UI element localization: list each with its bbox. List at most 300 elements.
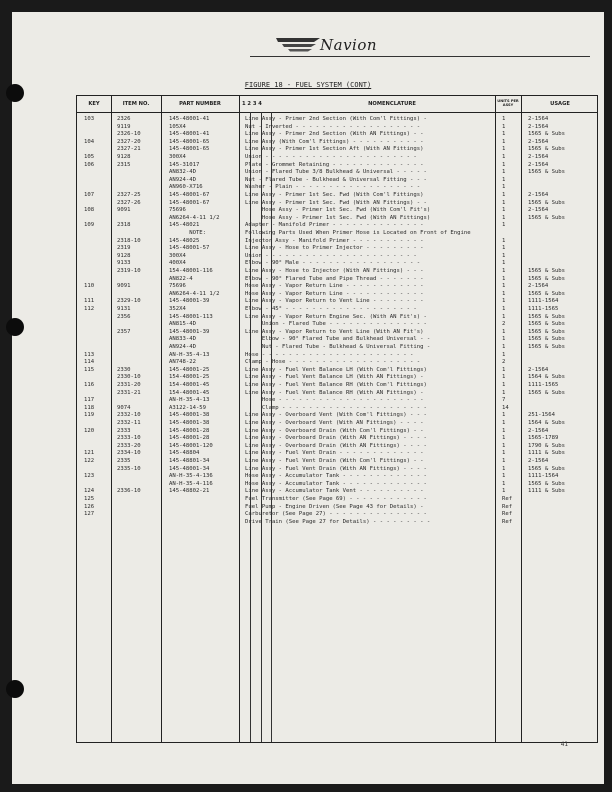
table-row: [77, 276, 597, 284]
row-usage: 1111-1565: [528, 306, 559, 312]
page-number: 41: [560, 741, 568, 748]
row-part-number: AN924-4D: [169, 344, 196, 350]
row-item-no: 9074: [117, 404, 131, 411]
row-usage: 2-1564: [528, 283, 549, 290]
row-nomenclature: Line Assy - Vapor Return to Vent Line (With AN Fit's): [245, 328, 424, 335]
row-units: 2: [502, 321, 506, 328]
header-divider: [77, 112, 597, 113]
row-usage: 1565 & Subs: [528, 275, 566, 282]
table-row: [77, 162, 597, 170]
table-row: [77, 511, 597, 519]
row-nomenclature: Union - - - - - - - - - - - - - - - - - - - - - - -: [245, 154, 417, 160]
row-part-number: 145-48001-65: [169, 146, 210, 153]
row-part-number: AN822-4: [169, 275, 193, 282]
row-item-no: 2326-10: [117, 131, 141, 138]
table-row: [77, 481, 597, 489]
row-key: 111: [84, 298, 95, 305]
row-part-number: 154-48001-45: [169, 382, 210, 388]
row-key: 110: [84, 283, 95, 290]
row-units: 1: [502, 313, 506, 320]
row-usage: 1790 & Subs: [528, 442, 566, 449]
row-nomenclature: Line Assy - Vapor Return to Vent Line - - - - - - - -: [245, 298, 424, 305]
table-row: [77, 329, 597, 337]
row-item-no: 9091: [117, 283, 131, 290]
row-units: 1: [502, 123, 506, 130]
row-part-number: 145-48802-21: [169, 488, 210, 495]
row-nomenclature: Line Assy (With Com'l Fittings) - - - - - - - - - - -: [245, 138, 424, 145]
row-part-number: AN-H-35-4-13: [169, 351, 210, 358]
row-part-number: 145-48801-34: [169, 458, 210, 464]
row-part-number: 145-48001-25: [169, 366, 210, 373]
row-item-no: 2336-10: [117, 488, 141, 495]
row-nomenclature: Line Assy - Hose to Primer Injector - - - - - - - - -: [245, 245, 424, 252]
row-item-no: 2329-10: [117, 298, 141, 305]
row-item-no: 2327-25: [117, 192, 141, 198]
row-nomenclature: Union - - - - - - - - - - - - - - - - - - - - - - -: [245, 252, 417, 259]
row-part-number: 154-48001-25: [169, 374, 210, 381]
col-key-header: KEY: [88, 101, 100, 107]
row-units: 1: [502, 420, 506, 426]
table-row: [77, 382, 597, 390]
row-units: 1: [502, 389, 506, 396]
row-nomenclature: Line Assy - Primer 2nd Section (With AN Fittings) - -: [245, 131, 424, 138]
row-nomenclature: Line Assy - Primer 1st Section Aft (With AN Fittings): [245, 146, 424, 153]
row-units: 1: [502, 427, 506, 434]
table-row: [77, 200, 597, 208]
row-units: 1: [502, 283, 506, 290]
row-usage: 1565 & Subs: [528, 465, 566, 472]
col-usage-header: USAGE: [550, 101, 570, 107]
row-nomenclature: Line Assy - Fuel Vent Drain - - - - - - - - - - - - -: [245, 450, 424, 457]
row-usage: 2-1564: [528, 192, 549, 198]
row-part-number: 145-48021: [169, 222, 200, 229]
row-key: 104: [84, 138, 95, 145]
row-units: 1: [502, 252, 506, 259]
row-nomenclature: Line Assy - Fuel Vent Balance RH (With Com'l Fittings): [245, 382, 427, 388]
row-units: Ref: [502, 511, 513, 518]
row-item-no: 2335-10: [117, 465, 141, 472]
figure-title: FIGURE 18 - FUEL SYSTEM (CONT): [244, 81, 372, 89]
row-nomenclature: Elbow - 90° Flared Tube and Bulkhead Universal - -: [245, 336, 431, 343]
row-nomenclature: Plate - Grommet Retaining - - - - - - - - - - - - - -: [245, 161, 424, 168]
row-part-number: AN833-4D: [169, 336, 196, 343]
row-nomenclature: Drive Train (See Page 27 for Details) - - - - - - - - -: [245, 518, 431, 525]
table-row: [77, 504, 597, 512]
table-row: [77, 359, 597, 367]
row-key: 103: [84, 116, 95, 122]
row-part-number: 145-48001-65: [169, 138, 210, 145]
row-key: 107: [84, 192, 95, 198]
row-key: 126: [84, 503, 95, 510]
row-part-number: 352X4: [169, 306, 186, 312]
table-row: [77, 314, 597, 322]
row-nomenclature: Line Assy - Hose to Injector (With AN Fittings) - - -: [245, 268, 424, 274]
row-nomenclature: Line Assy - Overboard Drain (With AN Fittings) - - - -: [245, 442, 427, 449]
row-units: 1: [502, 237, 506, 244]
row-usage: 1565 & Subs: [528, 313, 566, 320]
row-nomenclature: Line Assy - Primer 1st Sec. Fwd (With AN Fittings) - -: [245, 199, 427, 206]
header-rule: [250, 56, 590, 57]
row-units: 1: [502, 458, 506, 464]
table-row: [77, 321, 597, 329]
table-row: [77, 466, 597, 474]
row-units: Ref: [502, 503, 513, 510]
row-item-no: 2327-20: [117, 138, 141, 145]
row-units: 1: [502, 138, 506, 145]
table-row: [77, 435, 597, 443]
row-usage: 2-1564: [528, 123, 549, 130]
row-nomenclature: Hose - - - - - - - - - - - - - - - - - - - - - -: [245, 397, 424, 404]
row-key: 115: [84, 366, 95, 373]
row-nomenclature: Following Parts Used When Primer Hose is Located on Front of Engine: [245, 230, 471, 236]
binder-hole: [6, 680, 24, 698]
table-row: [77, 131, 597, 139]
row-nomenclature: Line Assy - Primer 1st Sec. Fwd (With Com'l Fittings): [245, 192, 424, 198]
table-row: [77, 397, 597, 405]
row-part-number: 145-48001-41: [169, 131, 210, 138]
row-nomenclature: Hose Assy - Accumulator Tank - - - - - - - - - - - - -: [245, 480, 427, 487]
row-item-no: 2331-20: [117, 382, 141, 388]
row-nomenclature: Elbow - 90° Flared Tube and Pipe Thread - - - - - - -: [245, 275, 424, 282]
table-row: [77, 230, 597, 238]
row-usage: 1564 & Subs: [528, 374, 566, 381]
row-item-no: 2318-10: [117, 237, 141, 244]
row-nomenclature: Hose Assy - Accumulator Tank - - - - - - - - - - - - -: [245, 473, 427, 480]
row-units: 1: [502, 435, 506, 442]
row-nomenclature: Nut - Flared Tube - Bulkhead & Universal Fitting - - -: [245, 176, 427, 183]
row-part-number: AN-H-35-4-136: [169, 473, 213, 480]
row-usage: 1565 & Subs: [528, 480, 566, 487]
row-usage: 2-1564: [528, 458, 549, 464]
row-units: 1: [502, 465, 506, 472]
row-units: 1: [502, 207, 506, 214]
row-nomenclature: Elbow - 90° Male - - - - - - - - - - - - - - - - - -: [245, 260, 421, 267]
row-nomenclature: Union - Flared Tube - - - - - - - - - - - - - - -: [245, 321, 427, 328]
row-item-no: 2332-11: [117, 420, 141, 426]
row-item-no: 2319: [117, 245, 131, 252]
row-usage: 1565 & Subs: [528, 268, 566, 274]
row-key: 105: [84, 154, 95, 160]
row-item-no: 2333: [117, 427, 131, 434]
row-nomenclature: Line Assy - Fuel Vent Drain (With AN Fittings) - - - -: [245, 465, 427, 472]
table-row: [77, 420, 597, 428]
row-item-no: 2357: [117, 328, 131, 335]
row-item-no: 2327-26: [117, 199, 141, 206]
brand-logo-text: Navion: [320, 36, 378, 54]
table-row: [77, 177, 597, 185]
row-item-no: 2318: [117, 222, 131, 229]
row-item-no: 9128: [117, 154, 131, 160]
table-row: [77, 496, 597, 504]
table-row: [77, 192, 597, 200]
row-usage: 2-1564: [528, 427, 549, 434]
row-part-number: AN-H-35-4-13: [169, 397, 210, 404]
row-nomenclature: Line Assy - Overboard Drain (With Com'l Fittings) - -: [245, 427, 424, 434]
row-units: 14: [502, 404, 509, 411]
row-key: 124: [84, 488, 95, 495]
row-part-number: AN6264-4-11 1/2: [169, 214, 220, 221]
binder-hole: [6, 318, 24, 336]
row-key: 113: [84, 351, 95, 358]
col-item-header: ITEM NO.: [122, 101, 150, 107]
row-nomenclature: Clamp - Hose - - - - - - - - - - - - - - - - - - - -: [245, 359, 421, 366]
row-units: 1: [502, 328, 506, 335]
row-usage: 1565 & Subs: [528, 214, 566, 221]
row-part-number: 145-48001-41: [169, 116, 210, 122]
row-part-number: 145-31017: [169, 161, 200, 168]
row-item-no: 2334-10: [117, 450, 141, 457]
row-key: 122: [84, 458, 95, 464]
table-row: [77, 352, 597, 360]
table-row: [77, 116, 597, 124]
row-part-number: AN-H-35-4-116: [169, 480, 213, 487]
table-row: [77, 405, 597, 413]
table-row: [77, 450, 597, 458]
row-nomenclature: Adapter - Manifold Primer - - - - - - - - - - - - - -: [245, 222, 424, 229]
row-usage: 1565 & Subs: [528, 199, 566, 206]
row-nomenclature: Line Assy - Overboard Vent (With AN Fittings) - - - -: [245, 420, 424, 426]
row-part-number: A3122-14-59: [169, 404, 207, 411]
row-part-number: 300X4: [169, 154, 186, 160]
row-nomenclature: Clamp - - - - - - - - - - - - - - - - - - - - - -: [245, 404, 427, 411]
row-key: 121: [84, 450, 95, 457]
row-nomenclature: Nut - Inverted - - - - - - - - - - - - - - - - - - -: [245, 123, 421, 130]
row-units: 1: [502, 146, 506, 153]
table-row: [77, 344, 597, 352]
row-part-number: 145-48001-67: [169, 192, 210, 198]
row-units: 1: [502, 116, 506, 122]
row-units: 1: [502, 184, 506, 191]
row-nomenclature: Injector Assy - Manifold Primer - - - - - - - - - - -: [245, 237, 424, 244]
row-units: 1: [502, 214, 506, 221]
row-units: 1: [502, 154, 506, 160]
row-part-number: 145-48001-38: [169, 420, 210, 426]
row-item-no: 2333-20: [117, 442, 141, 449]
row-part-number: 145-48001-120: [169, 442, 213, 449]
row-units: 1: [502, 298, 506, 305]
row-key: 112: [84, 306, 95, 312]
row-units: 1: [502, 290, 506, 297]
table-row: [77, 222, 597, 230]
row-units: 1: [502, 199, 506, 206]
row-part-number: 105X4: [169, 123, 186, 130]
row-usage: 1565 & Subs: [528, 328, 566, 335]
row-units: 1: [502, 382, 506, 388]
document-page: [12, 12, 604, 784]
row-usage: 2-1564: [528, 161, 549, 168]
row-units: 1: [502, 192, 506, 198]
row-part-number: 145-48001-57: [169, 245, 210, 252]
row-nomenclature: Line Assy - Fuel Vent Balance LH (With AN Fittings) -: [245, 374, 424, 381]
row-units: 1: [502, 131, 506, 138]
row-usage: 2-1564: [528, 116, 549, 122]
row-usage: 1565 & Subs: [528, 131, 566, 138]
row-part-number: 145-48804: [169, 450, 200, 457]
table-row: [77, 260, 597, 268]
row-part-number: 75696: [169, 207, 186, 214]
row-usage: 1111 & Subs: [528, 450, 566, 457]
row-usage: 1565 & Subs: [528, 290, 566, 297]
parts-table: [76, 95, 598, 743]
row-units: 1: [502, 336, 506, 343]
row-part-number: AN924-4D: [169, 176, 196, 183]
row-part-number: 145-48001-28: [169, 435, 210, 442]
table-row: [77, 291, 597, 299]
table-row: [77, 298, 597, 306]
row-units: 1: [502, 169, 506, 176]
row-units: 1: [502, 176, 506, 183]
row-usage: 1565 & Subs: [528, 146, 566, 153]
table-row: [77, 519, 597, 527]
row-item-no: 9131: [117, 306, 131, 312]
table-row: [77, 184, 597, 192]
row-part-number: 145-48001-67: [169, 199, 210, 206]
row-part-number: 154-48001-45: [169, 389, 210, 396]
row-item-no: 2356: [117, 313, 131, 320]
row-usage: 1565 & Subs: [528, 321, 566, 328]
row-nomenclature: Line Assy - Primer 2nd Section (With Com'l Fittings) -: [245, 116, 427, 122]
row-key: 117: [84, 397, 95, 404]
row-part-number: AN960-X716: [169, 184, 203, 191]
row-usage: 1565-1789: [528, 435, 559, 442]
row-nomenclature: Hose Assy - Primer 1st Sec. Fwd (With Com'l Fit's): [245, 207, 431, 214]
row-key: 123: [84, 473, 95, 480]
row-usage: 1111-1564: [528, 298, 559, 305]
table-row: [77, 124, 597, 132]
row-usage: 1111 & Subs: [528, 488, 566, 495]
table-row: [77, 154, 597, 162]
table-row: [77, 139, 597, 147]
row-item-no: 2326: [117, 116, 131, 122]
row-item-no: 2327-21: [117, 146, 141, 153]
row-key: 127: [84, 511, 95, 518]
row-units: Ref: [502, 518, 513, 525]
row-nomenclature: Fuel Pump - Engine Driven (See Page 43 for Details) -: [245, 503, 424, 510]
row-part-number: AN748-22: [169, 359, 196, 366]
row-part-number: NOTE:: [169, 230, 207, 236]
row-nomenclature: Carburetor (See Page 27) - - - - - - - - - - - - - - -: [245, 511, 427, 518]
table-row: [77, 336, 597, 344]
row-key: 125: [84, 496, 95, 502]
row-usage: 2-1564: [528, 138, 549, 145]
row-part-number: 145-48001-39: [169, 328, 210, 335]
row-usage: 1111-1565: [528, 382, 559, 388]
row-units: 1: [502, 488, 506, 495]
row-usage: 2-1564: [528, 366, 549, 373]
row-units: 1: [502, 260, 506, 267]
row-part-number: 145-48025: [169, 237, 200, 244]
row-nomenclature: Fuel Transmitter (See Page 69) - - - - - - - - - - - -: [245, 496, 427, 502]
row-usage: 1565 & Subs: [528, 336, 566, 343]
table-row: [77, 473, 597, 481]
row-part-number: 145-48001-34: [169, 465, 210, 472]
row-nomenclature: Union - Flared Tube 3/8 Bulkhead & Universal - - - - -: [245, 169, 427, 176]
row-units: 1: [502, 268, 506, 274]
row-item-no: 9133: [117, 260, 131, 267]
table-row: [77, 245, 597, 253]
row-usage: 2-1564: [528, 207, 549, 214]
row-item-no: 9128: [117, 252, 131, 259]
col-nomenclature-header: NOMENCLATURE: [368, 101, 416, 107]
row-usage: 1564 & Subs: [528, 420, 566, 426]
row-key: 114: [84, 359, 95, 366]
table-row: [77, 146, 597, 154]
row-part-number: 154-48001-116: [169, 268, 213, 274]
row-units: Ref: [502, 496, 513, 502]
row-part-number: AN6264-4-11 1/2: [169, 290, 220, 297]
table-row: [77, 458, 597, 466]
table-row: [77, 283, 597, 291]
row-nomenclature: Washer - Plain - - - - - - - - - - - - - - - - - - -: [245, 184, 421, 191]
table-row: [77, 367, 597, 375]
row-units: 1: [502, 480, 506, 487]
row-nomenclature: Elbow - 45° - - - - - - - - - - - - - - - - - - - -: [245, 306, 417, 312]
row-item-no: 2332-10: [117, 412, 141, 419]
row-units: 1: [502, 374, 506, 381]
table-row: [77, 374, 597, 382]
row-nomenclature: Line Assy - Vapor Return Engine Sec. (With AN Fit's) -: [245, 313, 427, 320]
table-row: [77, 169, 597, 177]
row-usage: 251-1564: [528, 412, 555, 419]
row-key: 120: [84, 427, 95, 434]
row-units: 1: [502, 450, 506, 457]
row-usage: 1111-1564: [528, 473, 559, 480]
row-item-no: 2330: [117, 366, 131, 373]
row-key: 108: [84, 207, 95, 214]
row-units: 2: [502, 359, 506, 366]
row-nomenclature: Hose Assy - Vapor Return Line - - - - - - - - - - - -: [245, 283, 424, 290]
row-units: 1: [502, 344, 506, 350]
row-units: 1: [502, 351, 506, 358]
table-row: [77, 268, 597, 276]
row-key: 118: [84, 404, 95, 411]
row-units: 1: [502, 161, 506, 168]
row-nomenclature: Line Assy - Overboard Vent (With Com'l Fittings) - - -: [245, 412, 427, 419]
row-units: 7: [502, 397, 506, 404]
table-row: [77, 443, 597, 451]
row-units: 1: [502, 306, 506, 312]
row-part-number: 145-48001-39: [169, 298, 210, 305]
row-units: 1: [502, 442, 506, 449]
row-nomenclature: Hose - - - - - - - - - - - - - - - - - - - - - - -: [245, 351, 414, 358]
row-item-no: 2331-21: [117, 389, 141, 396]
row-part-number: 145-48001-113: [169, 313, 213, 320]
col-units-header: UNITS PER ASSY: [497, 99, 519, 107]
row-part-number: 300X4: [169, 252, 186, 259]
table-row: [77, 215, 597, 223]
row-item-no: 9091: [117, 207, 131, 214]
row-part-number: AN832-4D: [169, 169, 196, 176]
row-nomenclature: Line Assy - Fuel Vent Balance RH (With AN Fittings) -: [245, 389, 424, 396]
table-row: [77, 306, 597, 314]
col-levels-header: 1 2 3 4: [242, 101, 262, 107]
row-units: 1: [502, 275, 506, 282]
row-nomenclature: Line Assy - Overboard Drain (With AN Fittings) - - - -: [245, 435, 427, 442]
row-key: 106: [84, 161, 95, 168]
row-usage: 2-1564: [528, 154, 549, 160]
row-nomenclature: Hose Assy - Primer 1st Sec. Fwd (With AN Fittings): [245, 214, 431, 221]
row-nomenclature: Line Assy - Accumulator Tank Vent - - - - - - - - - -: [245, 488, 424, 495]
row-nomenclature: Hose Assy - Vapor Return Line - - - - - - - - - - - -: [245, 290, 424, 297]
table-row: [77, 488, 597, 496]
row-units: 1: [502, 222, 506, 229]
row-key: 109: [84, 222, 95, 229]
row-item-no: 2315: [117, 161, 131, 168]
row-part-number: AN815-4D: [169, 321, 196, 328]
row-item-no: 2335: [117, 458, 131, 464]
row-usage: 1565 & Subs: [528, 389, 566, 396]
row-part-number: 145-48001-38: [169, 412, 210, 419]
